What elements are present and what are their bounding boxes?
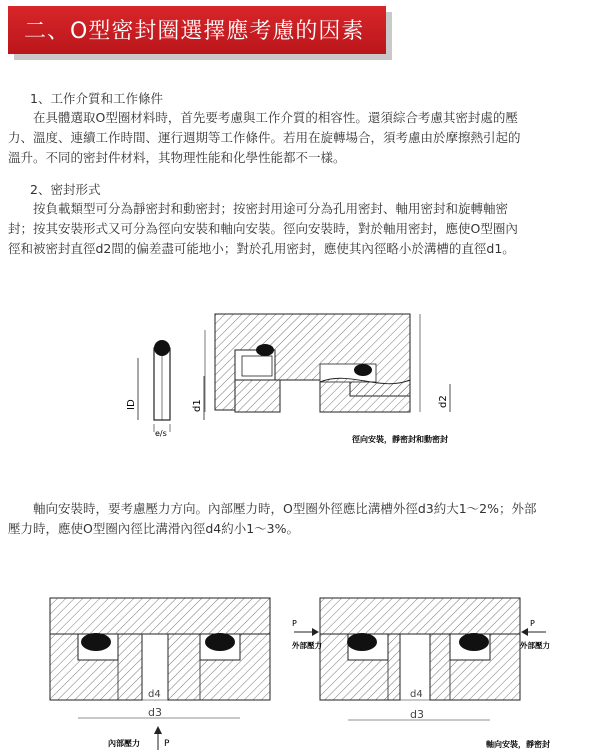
section-banner [8,6,386,54]
diagram3-caption: 軸向安裝，靜密封 [486,740,550,749]
oring-left [81,633,111,651]
label-d3: d3 [410,708,424,721]
oring-right [459,633,489,651]
label-external-right: 外部壓力 [520,641,550,650]
label-d1: d1 [192,399,203,412]
label-p-right: P [530,619,535,628]
label-p: P [164,739,170,749]
section3-paragraph [8,499,592,539]
external-pressure-diagram [290,590,595,753]
label-p-left: P [292,619,297,628]
diagram1-caption: 徑向安裝，靜密封和動密封 [352,435,448,444]
section2-paragraph [8,199,592,259]
oring-left [347,633,377,651]
section2-line-2: 封；按其安裝形式又可分為徑向安裝和軸向安裝。徑向安裝時，對於軸用密封，應使O型圈內 [8,221,518,236]
section1-line-1: 在具體選取O型圈材料時，首先要考慮與工作介質的相容性。還須綜合考慮其密封處的壓 [8,110,518,125]
seal-housing [205,314,420,412]
section2-line-1: 按負載類型可分為靜密封和動密封；按密封用途可分為孔用密封、軸用密封和旋轉軸密 [8,201,509,216]
banner-title: 二、O型密封圈選擇應考慮的因素 [24,19,365,44]
oring-right [205,633,235,651]
label-id: ID [126,399,137,410]
label-es: e/s [155,429,167,438]
section1-paragraph [8,108,592,168]
oring-side-view [154,340,170,420]
radial-installation-diagram [120,300,470,460]
label-d4: d4 [410,689,423,700]
label-d3: d3 [148,706,162,719]
label-d4: d4 [148,689,161,700]
section3-line-1: 軸向安裝時，要考慮壓力方向。內部壓力時，O型圈外徑應比溝槽外徑d3約大1～2%；外部 [8,501,537,516]
internal-pressure-diagram [40,590,280,753]
label-d2: d2 [438,395,449,408]
section2-heading: 2、密封形式 [30,182,101,197]
section1-heading: 1、工作介質和工作條件 [30,91,163,106]
section2-line-3: 徑和被密封直徑d2間的偏差盡可能地小；對於孔用密封，應使其內徑略小於溝槽的直徑d1。 [8,241,515,256]
label-external-left: 外部壓力 [292,641,322,650]
section3-line-2: 壓力時，應使O型圈內徑比溝滑內徑d4約小1～3%。 [8,521,300,536]
section1-line-3: 溫升。不同的密封件材料，其物理性能和化學性能都不一樣。 [8,150,346,165]
section1-line-2: 力、溫度、連續工作時間、運行週期等工作條件。若用在旋轉場合，須考慮由於摩擦熱引起的 [8,130,521,145]
diagram2-caption: 內部壓力 [108,739,140,748]
